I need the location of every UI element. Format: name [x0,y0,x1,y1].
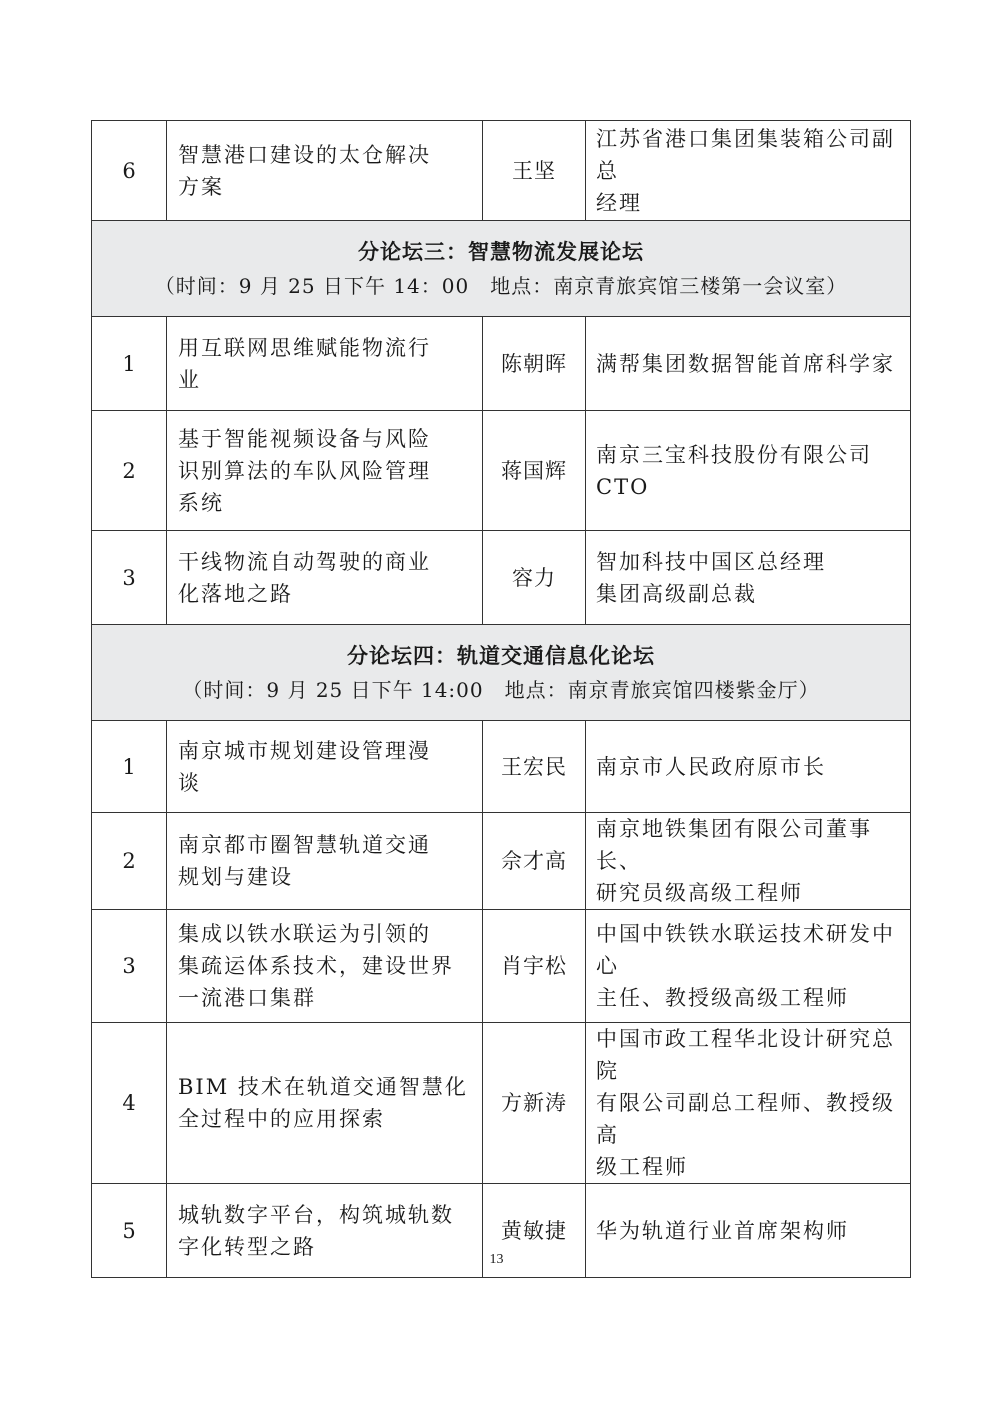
talk-topic: 用互联网思维赋能物流行 业 [167,317,483,411]
row-number: 2 [92,411,167,531]
talk-topic: 集成以铁水联运为引领的 集疏运体系技术，建设世界 一流港口集群 [167,910,483,1023]
speaker-affiliation: 中国中铁铁水联运技术研发中心 主任、教授级高级工程师 [586,910,911,1023]
schedule-table [91,120,911,1278]
section-info: （时间：9 月 25 日下午 14：00 地点：南京青旅宾馆三楼第一会议室） [154,273,848,298]
talk-topic: 干线物流自动驾驶的商业 化落地之路 [167,531,483,625]
row-number: 1 [92,721,167,813]
section-header-forum3 [92,221,911,317]
speaker-affiliation: 南京市人民政府原市长 [586,721,911,813]
section-info: （时间：9 月 25 日下午 14:00 地点：南京青旅宾馆四楼紫金厅） [182,677,820,702]
section-title: 分论坛四：轨道交通信息化论坛 [347,642,655,668]
row-number: 2 [92,813,167,910]
table-row [92,1023,911,1184]
row-number: 3 [92,910,167,1023]
speaker-name: 蒋国辉 [483,411,586,531]
talk-topic: 智慧港口建设的太仓解决 方案 [167,121,483,221]
speaker-name: 黄敏捷 [483,1184,586,1278]
speaker-affiliation: 智加科技中国区总经理 集团高级副总裁 [586,531,911,625]
speaker-affiliation: 南京三宝科技股份有限公司 CTO [586,411,911,531]
row-number: 3 [92,531,167,625]
speaker-affiliation: 满帮集团数据智能首席科学家 [586,317,911,411]
row-number: 5 [92,1184,167,1278]
speaker-name: 佘才高 [483,813,586,910]
row-number: 1 [92,317,167,411]
talk-topic: 城轨数字平台，构筑城轨数 字化转型之路 [167,1184,483,1278]
speaker-affiliation: 中国市政工程华北设计研究总院 有限公司副总工程师、教授级高 级工程师 [586,1023,911,1184]
speaker-name: 王坚 [483,121,586,221]
talk-topic: 南京城市规划建设管理漫 谈 [167,721,483,813]
speaker-name: 方新涛 [483,1023,586,1184]
row-number: 6 [92,121,167,221]
talk-topic: 南京都市圈智慧轨道交通 规划与建设 [167,813,483,910]
table-row [92,910,911,1023]
table-row [92,411,911,531]
section-header-forum4 [92,625,911,721]
speaker-name: 容力 [483,531,586,625]
table-row [92,317,911,411]
speaker-name: 肖宇松 [483,910,586,1023]
speaker-affiliation: 江苏省港口集团集装箱公司副总 经理 [586,121,911,221]
talk-topic: 基于智能视频设备与风险 识别算法的车队风险管理 系统 [167,411,483,531]
table-row [92,531,911,625]
table-row [92,813,911,910]
table-row [92,121,911,221]
row-number: 4 [92,1023,167,1184]
talk-topic: BIM 技术在轨道交通智慧化 全过程中的应用探索 [167,1023,483,1184]
table-row [92,721,911,813]
speaker-affiliation: 华为轨道行业首席架构师 [586,1184,911,1278]
section-title: 分论坛三：智慧物流发展论坛 [358,238,644,264]
speaker-affiliation: 南京地铁集团有限公司董事长、 研究员级高级工程师 [586,813,911,910]
page-number: 13 [489,1252,504,1267]
speaker-name: 陈朝晖 [483,317,586,411]
speaker-name: 王宏民 [483,721,586,813]
